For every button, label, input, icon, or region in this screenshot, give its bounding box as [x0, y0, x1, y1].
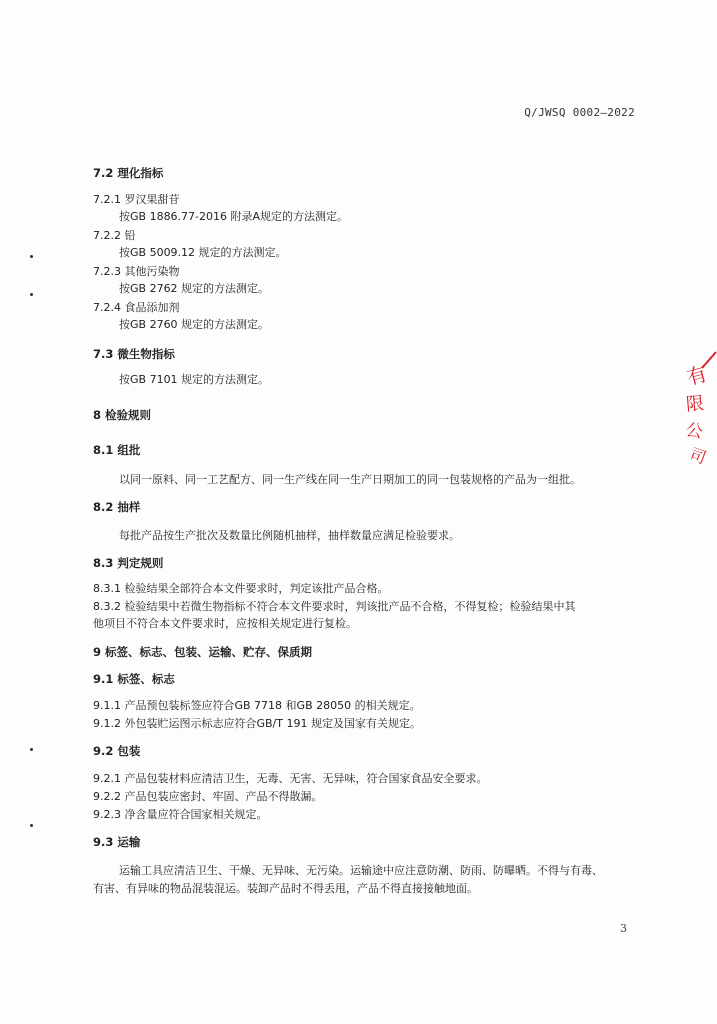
clause-7-2-2-text: 按GB 5009.12 规定的方法测定。 — [119, 246, 287, 259]
section-8-3-heading: 8.3 判定规则 — [93, 556, 164, 570]
clause-7-2-1-text: 按GB 1886.77-2016 附录A规定的方法测定。 — [119, 210, 349, 223]
scan-dot — [30, 748, 33, 751]
clause-9-1-2: 9.1.2 外包装贮运图示标志应符合GB/T 191 规定及国家有关规定。 — [93, 717, 421, 730]
clause-8-1-text: 以同一原料、同一工艺配方、同一生产线在同一生产日期加工的同一包装规格的产品为一组批。 — [119, 473, 581, 486]
clause-7-2-3-text: 按GB 2762 规定的方法测定。 — [119, 282, 270, 295]
section-9-3-heading: 9.3 运输 — [93, 835, 141, 849]
clause-8-2-text: 每批产品按生产批次及数量比例随机抽样，抽样数量应满足检验要求。 — [119, 529, 460, 542]
clause-8-3-2: 8.3.2 检验结果中若微生物指标不符合本文件要求时，判该批产品不合格，不得复检；检验结果中其 — [93, 600, 576, 613]
clause-7-2-4-text: 按GB 2760 规定的方法测定。 — [119, 318, 270, 331]
chapter-9-heading: 9 标签、标志、包装、运输、贮存、保质期 — [93, 645, 313, 659]
company-seal-stamp — [672, 350, 717, 470]
section-8-2-heading: 8.2 抽样 — [93, 500, 141, 514]
clause-9-3-text-cont: 有害、有异味的物品混装混运。装卸产品时不得丢甩，产品不得直接接触地面。 — [93, 882, 478, 895]
clause-9-2-2: 9.2.2 产品包装应密封、牢固、产品不得散漏。 — [93, 790, 323, 803]
section-8-1-heading: 8.1 组批 — [93, 443, 141, 457]
clause-9-1-1: 9.1.1 产品预包装标签应符合GB 7718 和GB 28050 的相关规定。 — [93, 699, 421, 712]
clause-7-3-text: 按GB 7101 规定的方法测定。 — [119, 373, 270, 386]
page-number: 3 — [620, 922, 627, 935]
clause-9-2-3: 9.2.3 净含量应符合国家相关规定。 — [93, 808, 268, 821]
scan-dot — [30, 293, 33, 296]
chapter-8-heading: 8 检验规则 — [93, 408, 152, 422]
scan-dot — [30, 824, 33, 827]
standard-code: Q/JWSQ 0002—2022 — [524, 106, 635, 119]
section-9-1-heading: 9.1 标签、标志 — [93, 672, 175, 686]
clause-9-2-1: 9.2.1 产品包装材料应清洁卫生，无毒、无害、无异味，符合国家食品安全要求。 — [93, 772, 488, 785]
clause-7-2-3: 7.2.3 其他污染物 — [93, 265, 180, 278]
clause-9-3-text: 运输工具应清洁卫生、干燥、无异味、无污染。运输途中应注意防潮、防雨、防曝晒。不得与有毒、 — [119, 864, 603, 877]
section-7-2-heading: 7.2 理化指标 — [93, 166, 164, 180]
clause-7-2-1: 7.2.1 罗汉果甜苷 — [93, 193, 180, 206]
clause-7-2-2: 7.2.2 铅 — [93, 229, 136, 242]
section-7-3-heading: 7.3 微生物指标 — [93, 347, 175, 361]
scan-dot — [30, 255, 33, 258]
svg-text:公: 公 — [684, 420, 705, 443]
clause-7-2-4: 7.2.4 食品添加剂 — [93, 301, 180, 314]
clause-8-3-2-cont: 他项目不符合本文件要求时，应按相关规定进行复检。 — [93, 617, 357, 630]
clause-8-3-1: 8.3.1 检验结果全部符合本文件要求时，判定该批产品合格。 — [93, 582, 389, 595]
svg-text:限: 限 — [685, 392, 705, 416]
section-9-2-heading: 9.2 包装 — [93, 744, 141, 758]
svg-text:有: 有 — [684, 361, 710, 390]
svg-text:司: 司 — [687, 444, 709, 468]
